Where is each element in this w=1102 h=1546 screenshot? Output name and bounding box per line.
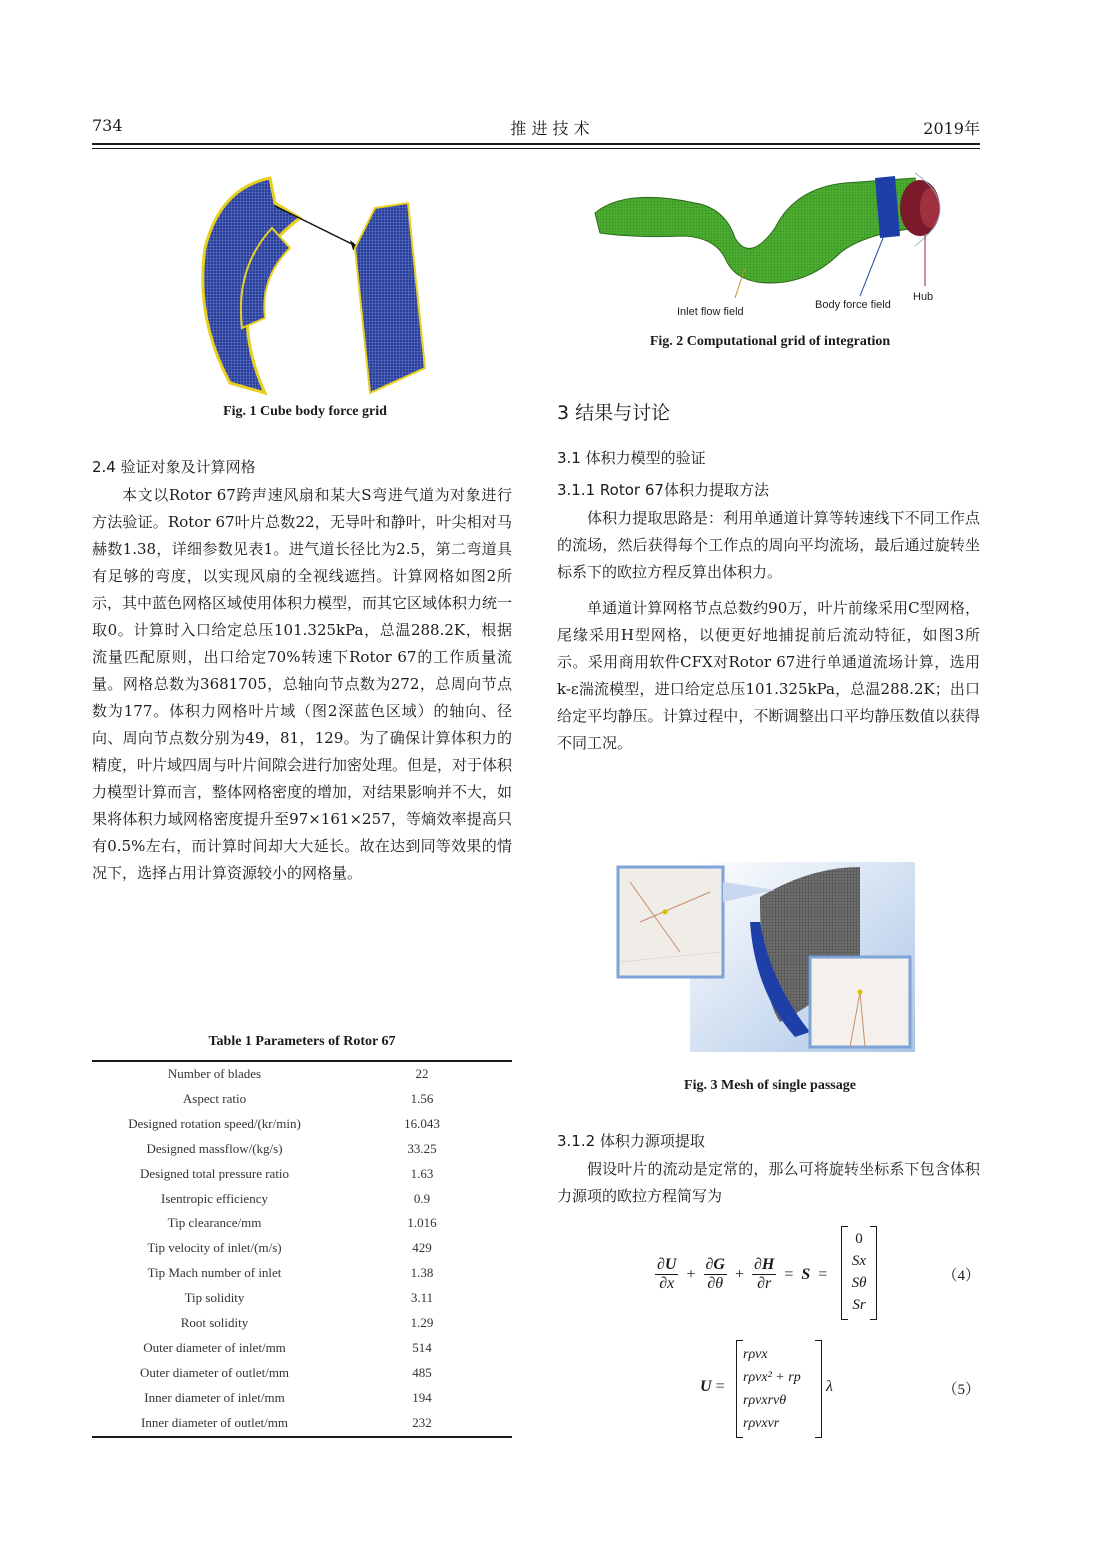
section-3-1-1-paragraph-1: 体积力提取思路是：利用单通道计算等转速线下不同工作点的流场，然后获得每个工作点的周向平均流场，最后通过旋转坐标系下的欧拉方程反算出体积力。	[557, 509, 980, 581]
table-cell-parameter: Tip velocity of inlet/(m/s)	[147, 1240, 282, 1256]
fig2-caption: Fig. 2 Computational grid of integration	[649, 334, 891, 349]
eq4-vec-Sr: Sr	[852, 1297, 866, 1313]
table-row	[92, 1290, 512, 1315]
section-3-1-title: 3.1 体积力模型的验证	[557, 449, 706, 467]
page-number: 734	[92, 116, 123, 135]
section-2-4-title: 2.4 验证对象及计算网格	[92, 458, 256, 476]
table-bottom-rule	[92, 1436, 512, 1438]
header-rule-thin	[92, 148, 980, 149]
eq5-lambda: λ	[826, 1378, 833, 1395]
table-row	[92, 1340, 512, 1365]
table-cell-value: 22	[415, 1066, 429, 1081]
table-cell-parameter: Isentropic efficiency	[161, 1190, 268, 1206]
eq5-vec-0: rρvx	[743, 1347, 768, 1362]
eq4-vec-0: 0	[855, 1231, 863, 1247]
table-cell-parameter: Inner diameter of inlet/mm	[144, 1389, 285, 1405]
header-rule	[92, 143, 980, 145]
section-3-title: 3 结果与讨论	[557, 402, 671, 424]
table-cell-parameter: Aspect ratio	[182, 1090, 247, 1106]
eq4-vector	[841, 1226, 877, 1320]
eq4-vec-Sx: Sx	[851, 1253, 867, 1269]
eq5-vec-3: rρvxvr	[743, 1416, 780, 1431]
eq5-number: （5）	[942, 1382, 980, 1398]
table-cell-value: 1.29	[410, 1315, 434, 1330]
eq4-S: S	[801, 1265, 811, 1283]
table-cell-value: 0.9	[413, 1190, 431, 1206]
blade-grid-shape	[355, 203, 425, 393]
table-row	[92, 1315, 512, 1340]
eq4-number: （4）	[942, 1268, 980, 1284]
figure-1	[180, 168, 450, 396]
table-row	[92, 1240, 512, 1265]
table-cell-parameter: Designed total pressure ratio	[139, 1165, 290, 1181]
journal-name: 推 进 技 术	[510, 119, 590, 138]
year: 2019年	[923, 119, 980, 138]
table1-title: Table 1 Parameters of Rotor 67	[208, 1034, 396, 1049]
table-cell-value: 232	[412, 1414, 432, 1430]
section-3-1-1-paragraph-2: 单通道计算网格节点总数约90万，叶片前缘采用C型网格，尾缘采用H型网格，以便更好地捕捉前后流动特征，如图3所示。采用商用软件CFX对Rotor 67进行单通道流场计算，选用k-ε湍流模型，进口给定总压101.325kPa，总温288.2K；出口给定平均静压。计算过程中，不断调整出口平均静压数值以获得不同工况。	[557, 599, 980, 752]
table-cell-parameter: Tip clearance/mm	[167, 1215, 262, 1231]
figure-2	[585, 168, 955, 318]
section-3-1-1-title: 3.1.1 Rotor 67体积力提取方法	[557, 481, 769, 499]
eq4-num-H: ∂H	[754, 1256, 775, 1273]
table-row	[92, 1265, 512, 1290]
table-cell-parameter: Tip solidity	[184, 1290, 245, 1306]
table-row	[92, 1066, 512, 1091]
label-body-force-field: Body force field	[815, 299, 891, 311]
table-row	[92, 1091, 512, 1116]
table-cell-parameter: Outer diameter of inlet/mm	[143, 1339, 286, 1355]
table-cell-value: 16.043	[404, 1115, 440, 1131]
table-row	[92, 1166, 512, 1191]
table-cell-value: 485	[412, 1364, 432, 1380]
table-cell-value: 1.63	[410, 1165, 434, 1181]
table-cell-value: 1.38	[410, 1265, 434, 1281]
table-cell-parameter: Designed rotation speed/(kr/min)	[128, 1115, 301, 1131]
table-cell-value: 514	[412, 1339, 432, 1355]
table-cell-parameter: Number of blades	[167, 1066, 262, 1081]
table-row	[92, 1365, 512, 1390]
table-cell-value: 429	[412, 1240, 432, 1256]
table-cell-value: 194	[412, 1389, 432, 1405]
eq4-den-theta: ∂θ	[707, 1275, 724, 1292]
fig1-caption: Fig. 1 Cube body force grid	[223, 404, 387, 419]
table-row	[92, 1390, 512, 1415]
eq4-num-G: ∂G	[705, 1256, 725, 1273]
equation-4: $\frac{\partial U}{\partial x}$ + $\frac{\partial G}{\partial\theta}$ + $\frac{\partial H}{\partial r}$ = S = 0 Sx Sθ Sr （4）	[655, 1226, 980, 1326]
table-cell-value: 3.11	[410, 1290, 434, 1306]
eq4-vec-Stheta: Sθ	[851, 1275, 867, 1291]
equation-5: U = rρvx rρvx² + rp rρvxrvθ rρvxvr λ （5）	[700, 1340, 980, 1440]
table-row	[92, 1191, 512, 1216]
table-cell-parameter: Tip Mach number of inlet	[147, 1265, 282, 1281]
table-top-rule	[92, 1060, 512, 1062]
table-row	[92, 1215, 512, 1240]
section-3-1-2-paragraph: 假设叶片的流动是定常的，那么可将旋转坐标系下包含体积力源项的欧拉方程简写为	[557, 1160, 980, 1205]
fig3-caption: Fig. 3 Mesh of single passage	[684, 1078, 856, 1093]
section-2-4-paragraph: 本文以Rotor 67跨声速风扇和某大S弯进气道为对象进行方法验证。Rotor 67叶片总数22，无导叶和静叶，叶尖相对马赫数1.38，详细参数见表1。进气道长径比为2.5，第二弯道具有足够的弯度，以实现风扇的全视线遮挡。计算网格如图2所示，其中蓝色网格区域使用体积力模型，而其它区域体积力统一取0。计算时入口给定总压101.325kPa，总温288.2K，根据流量匹配原则，出口给定70%转速下Rotor 67的工作质量流量。网格总数为3681705，总轴向节点数为272，总周向节点数为177。体积力网格叶片域（图2深蓝色区域）的轴向、径向、周向节点数分别为49，81，129。为了确保计算体积力的精度，叶片域四周与叶片间隙会进行加密处理。但是，对于体积力模型计算而言，整体网格密度的增加，对结果影响并不大，如果将体积力域网格密度提升至97×161×257，等熵效率提高只有0.5%左右，而计算时间却大大延长。故在达到同等效果的情况下，选择占用计算资源较小的网格量。	[92, 486, 513, 882]
table-cell-parameter: Outer diameter of outlet/mm	[139, 1364, 290, 1380]
eq5-vector	[736, 1340, 822, 1438]
table-cell-parameter: Inner diameter of outlet/mm	[141, 1414, 288, 1430]
table-cell-parameter: Root solidity	[180, 1315, 249, 1330]
eq4-num-U: ∂U	[657, 1256, 677, 1273]
label-hub: Hub	[913, 291, 934, 303]
eq4-den-r: ∂r	[757, 1275, 772, 1292]
label-inlet-flow-field: Inlet flow field	[677, 306, 744, 318]
table-cell-value: 33.25	[407, 1140, 437, 1156]
table-cell-value: 1.56	[410, 1090, 434, 1106]
section-3-1-2-title: 3.1.2 体积力源项提取	[557, 1132, 705, 1150]
table-row	[92, 1141, 512, 1166]
table-cell-parameter: Designed massflow/(kg/s)	[146, 1140, 283, 1156]
eq5-vec-2: rρvxrvθ	[743, 1393, 787, 1408]
table-cell-value: 1.016	[407, 1215, 437, 1231]
table-row	[92, 1116, 512, 1141]
figure-3	[610, 862, 920, 1054]
eq4-den-x: ∂x	[659, 1275, 675, 1292]
eq5-vec-1: rρvx² + rp	[743, 1370, 801, 1385]
eq5-U: U	[700, 1378, 712, 1395]
